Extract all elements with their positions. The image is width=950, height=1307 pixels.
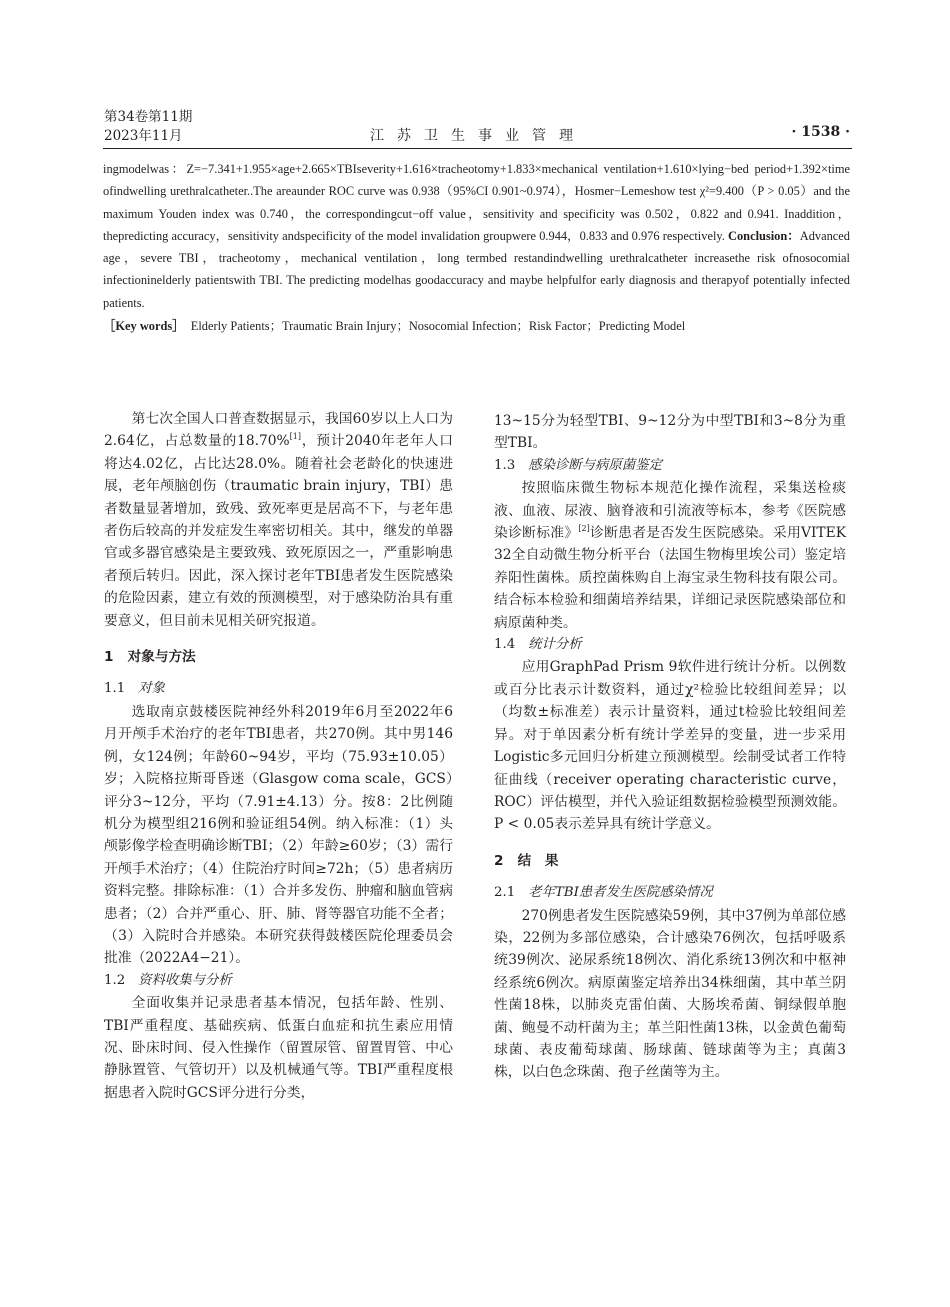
continued-paragraph: 13~15分为轻型TBI、9~12分为中型TBI和3~8分为重型TBI。 xyxy=(494,413,846,452)
abstract-conclusion: Advanced age，severe TBI，tracheotomy，mechanical ventilation，long termbed restandindwelling urethralcatheter increasethe risk ofnosocomial infectioninelderly patientswith TBI. The predicting modelhas goodaccuracy and maybe helpfulfor early diagnosis and therapyof potentially infected patients. xyxy=(103,228,850,310)
left-column xyxy=(104,408,453,1104)
section-number: 2 xyxy=(494,852,504,869)
subsection-heading-1-2 xyxy=(104,970,453,992)
subsection-number: 1.4 xyxy=(494,637,516,653)
diagnosis-text-b: 诊断患者是否发生医院感染。采用VITEK 32全自动微生物分析平台（法国生物梅里埃公司）鉴定培养阳性菌株。质控菌株购自上海宝录生物科技有限公司。结合标本检验和细菌培养结果，详细记录医院感染部位和病原菌种类。 xyxy=(494,525,847,631)
intro-text-b: ，预计2040年老年人口将达4.02亿，占比达28.0%。随着社会老龄化的快速进展，老年颅脑创伤（traumatic brain injury，TBI）患者数量显著增加，致残、致死率更是居高不下，与老年患者伤后较高的并发症发生率密切相关。其中，继发的单器官或多器官感染是主要致残、致死原因之一，严重影响患者预后转归。因此，深入探讨老年TBI患者发生医院感染的危险因素，建立有效的预测模型，对于感染防治具有重要意义，但目前未见相关研究报道。 xyxy=(104,433,453,629)
diagnosis-text-a: 按照临床微生物标本规范化操作流程，采集送检痰液、血液、尿液、脑脊液和引流液等标本，参考《医院感染诊断标准》 xyxy=(494,480,846,542)
subsection-number: 2.1 xyxy=(494,885,516,901)
conclusion-label: Conclusion： xyxy=(728,228,800,243)
section-heading-1 xyxy=(104,646,453,668)
abstract-results: ingmodelwas：Z=−7.341+1.955×age+2.665×TBIseverity+1.616×tracheotomy+1.833×mechanical ventilation+1.610×lying−bed period+1.392×time ofindwelling urethralcatheter..The areaunder ROC curve was 0.938（95%CI 0.901~0.974），Hosmer−Lemeshow test χ²=9.400（P > 0.05）and the maximum Youden index was 0.740，the correspondingcut−off value，sensitivity and specificity was 0.502，0.822 and 0.941. Inaddition，thepredicting accuracy，sensitivity andspecificity of the model invalidation groupwere 0.944，0.833 and 0.976 respectively. xyxy=(103,162,850,243)
running-header-issue xyxy=(104,108,192,146)
subsection-title: 资料收集与分析 xyxy=(138,972,232,988)
subsection-heading-1-4 xyxy=(494,634,846,656)
section-number: 1 xyxy=(104,649,114,666)
header-rule xyxy=(103,148,852,149)
intro-text-a: 第七次全国人口普查数据显示，我国60岁以上人口为2.64亿，占总数量的18.70% xyxy=(104,411,453,450)
subsection-number: 1.3 xyxy=(494,457,516,473)
statistics-paragraph: 应用GraphPad Prism 9软件进行统计分析。以例数或百分比表示计数资料，通过χ²检验比较组间差异；以（均数±标准差）表示计量资料，通过t检验比较组间差异。对于单因素分析有统计学差异的变量，进一步采用Logistic多元回归分析建立预测模型。绘制受试者工作特征曲线（receiver operating characteristic curve，ROC）评估模型，并代入验证组数据检验模型预测效能。P < 0.05表示差异具有统计学意义。 xyxy=(494,659,846,833)
subsection-heading-1-1 xyxy=(104,678,453,700)
section-title: 结 果 xyxy=(517,852,559,869)
data-collection-paragraph: 全面收集并记录患者基本情况，包括年龄、性别、TBI严重程度、基础疾病、低蛋白血症和抗生素应用情况、卧床时间、侵入性操作（留置尿管、留置胃管、中心静脉置管、气管切开）以及机械通气等。TBI严重程度根据患者入院时GCS评分进行分类， xyxy=(104,995,453,1101)
subsection-number: 1.1 xyxy=(104,681,126,697)
english-abstract xyxy=(103,158,850,337)
page-number: · 1538 · xyxy=(791,124,850,140)
subsection-title: 感染诊断与病原菌鉴定 xyxy=(528,457,662,473)
subsection-heading-1-3 xyxy=(494,455,846,477)
infection-results-paragraph: 270例患者发生医院感染59例，其中37例为单部位感染，22例为多部位感染，合计感染76例次，包括呼吸系统39例次、泌尿系统18例次、消化系统13例次和中枢神经系统6例次。病原菌鉴定培养出34株细菌，其中革兰阴性菌18株，以肺炎克雷伯菌、大肠埃希菌、铜绿假单胞菌、鲍曼不动杆菌为主；革兰阳性菌13株，以金黄色葡萄球菌、表皮葡萄球菌、肠球菌、链球菌等为主；真菌3株，以白色念珠菌、孢子丝菌等为主。 xyxy=(494,907,846,1081)
citation-2[interactable]: [2] xyxy=(578,524,590,534)
abstract-text xyxy=(103,158,850,314)
subsection-title: 对象 xyxy=(138,681,165,697)
subsection-title: 统计分析 xyxy=(528,637,582,653)
diagnosis-paragraph xyxy=(494,477,846,634)
keywords-list: Elderly Patients；Traumatic Brain Injury；Nosocomial Infection；Risk Factor；Predicting Model xyxy=(190,319,686,334)
subsection-heading-2-1 xyxy=(494,882,846,904)
section-title: 对象与方法 xyxy=(127,649,196,666)
intro-paragraph xyxy=(104,408,453,632)
keywords-label: ［Key words］ xyxy=(103,319,185,334)
subsection-number: 1.2 xyxy=(104,972,126,988)
subjects-paragraph: 选取南京鼓楼医院神经外科2019年6月至2022年6月开颅手术治疗的老年TBI患者，共270例。其中男146例，女124例；年龄60~94岁，平均（75.93±10.05）岁；入院格拉斯哥昏迷（Glasgow coma scale，GCS）评分3~12分，平均（7.91±4.13）分。按8：2比例随机分为模型组216例和验证组54例。纳入标准：（1）头颅影像学检查明确诊断TBI；（2）年龄≥60岁；（3）需行开颅手术治疗；（4）住院治疗时间≥72h；（5）患者病历资料完整。排除标准：（1）合并多发伤、肿瘤和脑血管病患者；（2）合并严重心、肝、肺、肾等器官功能不全者；（3）入院时合并感染。本研究获得鼓楼医院伦理委员会批准（2022A4−21）。 xyxy=(104,703,453,967)
citation-1[interactable]: [1] xyxy=(289,432,302,442)
keywords xyxy=(103,315,850,337)
subsection-title: 老年TBI患者发生医院感染情况 xyxy=(528,885,713,901)
section-heading-2 xyxy=(494,850,846,872)
right-column xyxy=(494,410,846,1084)
journal-title: 江苏卫生事业管理 xyxy=(370,128,586,144)
volume-issue: 第34卷第11期 xyxy=(104,109,193,125)
issue-date: 2023年11月 xyxy=(104,128,183,144)
